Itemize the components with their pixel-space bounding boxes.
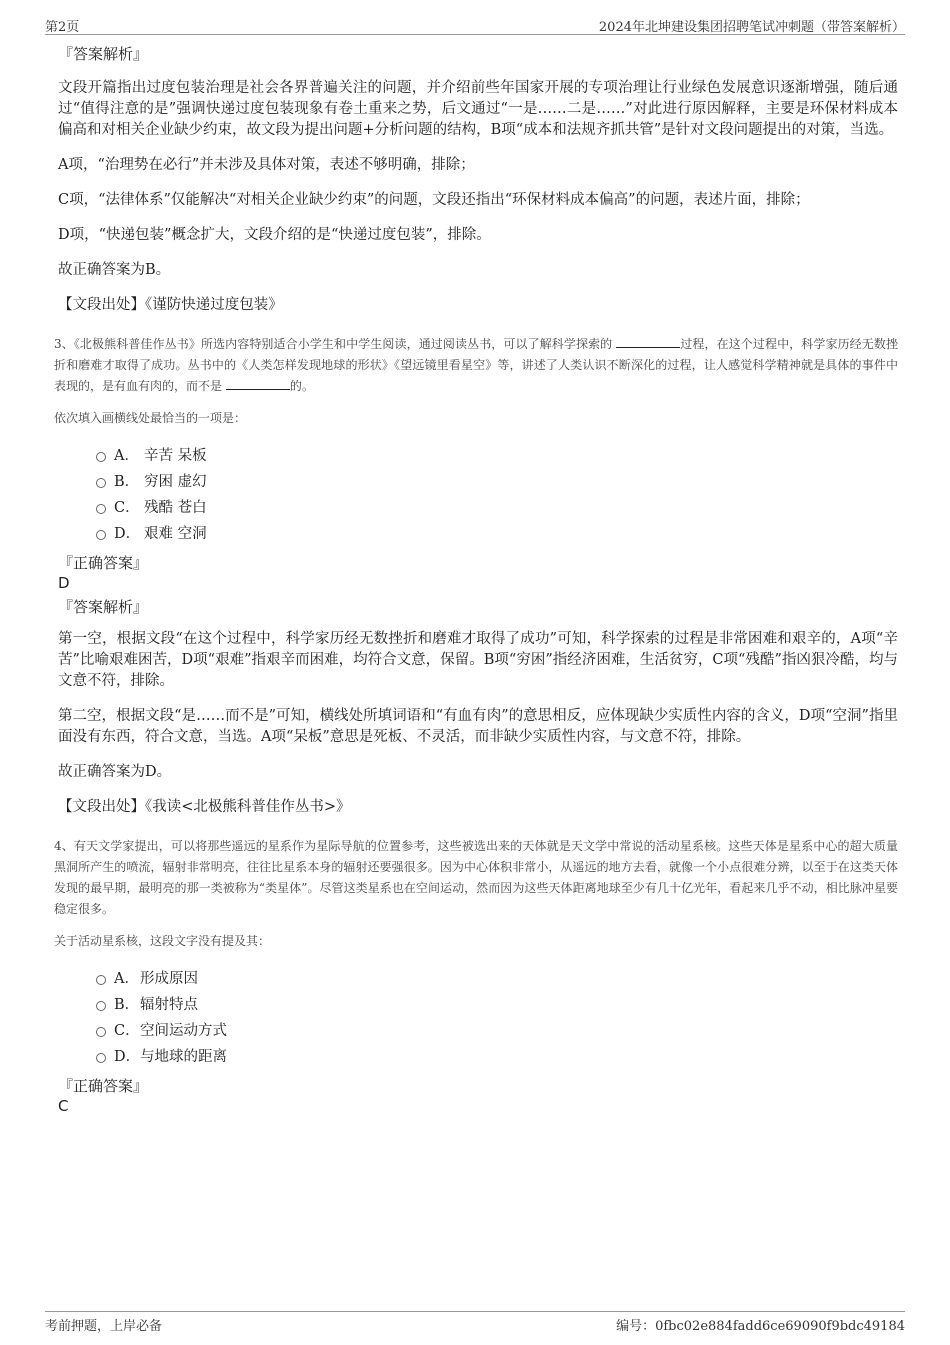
option-text: 辐射特点 [140,997,198,1013]
q3-analysis-paragraph: 第一空，根据文段“在这个过程中，科学家历经无数挫折和磨难才取得了成功”可知，科学探索的过程是非常困难和艰辛的，A项“辛苦”比喻艰难困苦，D项“艰难”指艰辛而困难，均符合文意，保留。B项“穷困”指经济困难，生活贫穷，C项“残酷”指凶狠冷酷，均与文意不符，排除。 [58,631,898,689]
radio-button[interactable] [96,478,106,488]
radio-button[interactable] [96,1027,106,1037]
option-text: 辛苦 呆板 [144,448,207,464]
q4-answer-value: C [58,1097,69,1115]
option-letter: B． [114,474,140,490]
q2-analysis-conclusion: 故正确答案为B。 [58,262,171,278]
option-text: 艰难 空洞 [144,526,207,542]
option-c[interactable] [96,497,898,523]
q2-analysis-paragraph: 文段开篇指出过度包装治理是社会各界普遍关注的问题，并介绍前些年国家开展的专项治理让行业绿色发展意识逐渐增强，随后通过“值得注意的是”强调快递过度包装现象有卷土重来之势，后文通过“一是……二是……”对此进行原因解释，主要是环保材料成本偏高和对相关企业缺少约束，故文段为提出问题+分析问题的结构，B项“成本和法规齐抓共管”是针对文段问题提出的对策，当选。 [58,80,898,138]
q2-analysis-paragraph: C项，“法律体系”仅能解决“对相关企业缺少约束”的问题，文段还指出“环保材料成本偏高”的问题，表述片面，排除； [58,192,810,208]
q3-source: 【文段出处】《我读<北极熊科普佳作丛书>》 [58,799,351,815]
q2-analysis-paragraph: A项，“治理势在必行”并未涉及具体对策，表述不够明确，排除； [58,157,475,173]
document-id: 编号：0fbc02e884fadd6ce69090f9bdc49184 [616,1319,905,1334]
question-3-text: 的。 [289,379,314,393]
question-4-options [96,968,898,1072]
option-letter: D． [114,526,141,542]
radio-button[interactable] [96,1001,106,1011]
page-footer [45,1311,905,1334]
q2-analysis-label: 『答案解析』 [58,45,149,63]
question-3-text: 3、《北极熊科普佳作丛书》所选内容特别适合小学生和中学生阅读，通过阅读丛书，可以了解科学探索的 [54,337,613,351]
page-content [54,44,898,1120]
option-letter: D． [114,1049,141,1065]
option-text: 与地球的距离 [140,1049,227,1065]
question-4-prompt: 关于活动星系核，这段文字没有提及其： [54,934,271,948]
option-text: 穷困 虚幻 [144,474,207,490]
question-4: 4、有天文学家提出，可以将那些遥远的星系作为星际导航的位置参考，这些被选出来的天体就是天文学中常说的活动星系核。这些天体是星系中心的超大质量黑洞所产生的喷流，辐射非常明亮，往往比星系本身的辐射还要强很多。因为中心体积非常小，从遥远的地方去看，就像一个小点很难分辨，以至于在这类天体发现的最早期，最明亮的那一类被称为“类星体”。尽管这类星系也在空间运动，然而因为这些天体距离地球至少有几十亿光年，看起来几乎不动，相比脉冲星要稳定很多。 [54,839,898,916]
option-letter: A． [114,971,139,987]
radio-button[interactable] [96,530,106,540]
option-b[interactable] [96,471,898,497]
option-text: 残酷 苍白 [144,500,207,516]
radio-button[interactable] [96,975,106,985]
option-c[interactable] [96,1020,898,1046]
q3-analysis-paragraph: 第二空，根据文段“是……而不是”可知，横线处所填词语和“有血有肉”的意思相反，应体现缺少实质性内容的含义，D项“空洞”指里面没有东西，符合文意，当选。A项“呆板”意思是死板、不灵活，而非缺少实质性内容，与文意不符，排除。 [58,708,898,745]
q2-source: 【文段出处】《谨防快递过度包装》 [58,297,283,313]
option-b[interactable] [96,994,898,1020]
fill-blank [226,377,290,390]
option-a[interactable] [96,445,898,471]
option-letter: C． [114,500,140,516]
q3-answer-value: D [58,574,70,592]
radio-button[interactable] [96,504,106,514]
page-header [45,14,905,35]
page-number: 第2页 [45,20,80,35]
option-letter: B． [114,997,140,1013]
q2-analysis-paragraph: D项，“快递包装”概念扩大，文段介绍的是“快递过度包装”，排除。 [58,227,491,243]
option-text: 形成原因 [140,971,198,987]
q3-analysis-conclusion: 故正确答案为D。 [58,764,172,780]
question-3-options [96,445,898,549]
option-letter: C． [114,1023,140,1039]
question-3-prompt: 依次填入画横线处最恰当的一项是： [54,411,247,425]
q3-analysis-label: 『答案解析』 [58,598,149,616]
option-d[interactable] [96,523,898,549]
fill-blank [616,335,680,348]
footer-slogan: 考前押题，上岸必备 [45,1319,163,1334]
q4-answer-label: 『正确答案』 [58,1077,149,1095]
option-letter: A． [114,448,139,464]
question-3 [54,334,898,397]
radio-button[interactable] [96,452,106,462]
document-title: 2024年北坤建设集团招聘笔试冲刺题（带答案解析） [598,20,905,35]
q3-answer-label: 『正确答案』 [58,554,149,572]
option-text: 空间运动方式 [140,1023,227,1039]
option-a[interactable] [96,968,898,994]
radio-button[interactable] [96,1053,106,1063]
question-3-text: 过程，在这个过程中，科学家历经无数挫折和磨难才取得了成功。丛书中的《人类怎样发现地球的形状》《望远镜里看星空》等，讲述了人类认识不断深化的过程，让人感觉科学精神就是具体的事件中表现的，是有血有肉的，而不是 [54,337,898,393]
option-d[interactable] [96,1046,898,1072]
